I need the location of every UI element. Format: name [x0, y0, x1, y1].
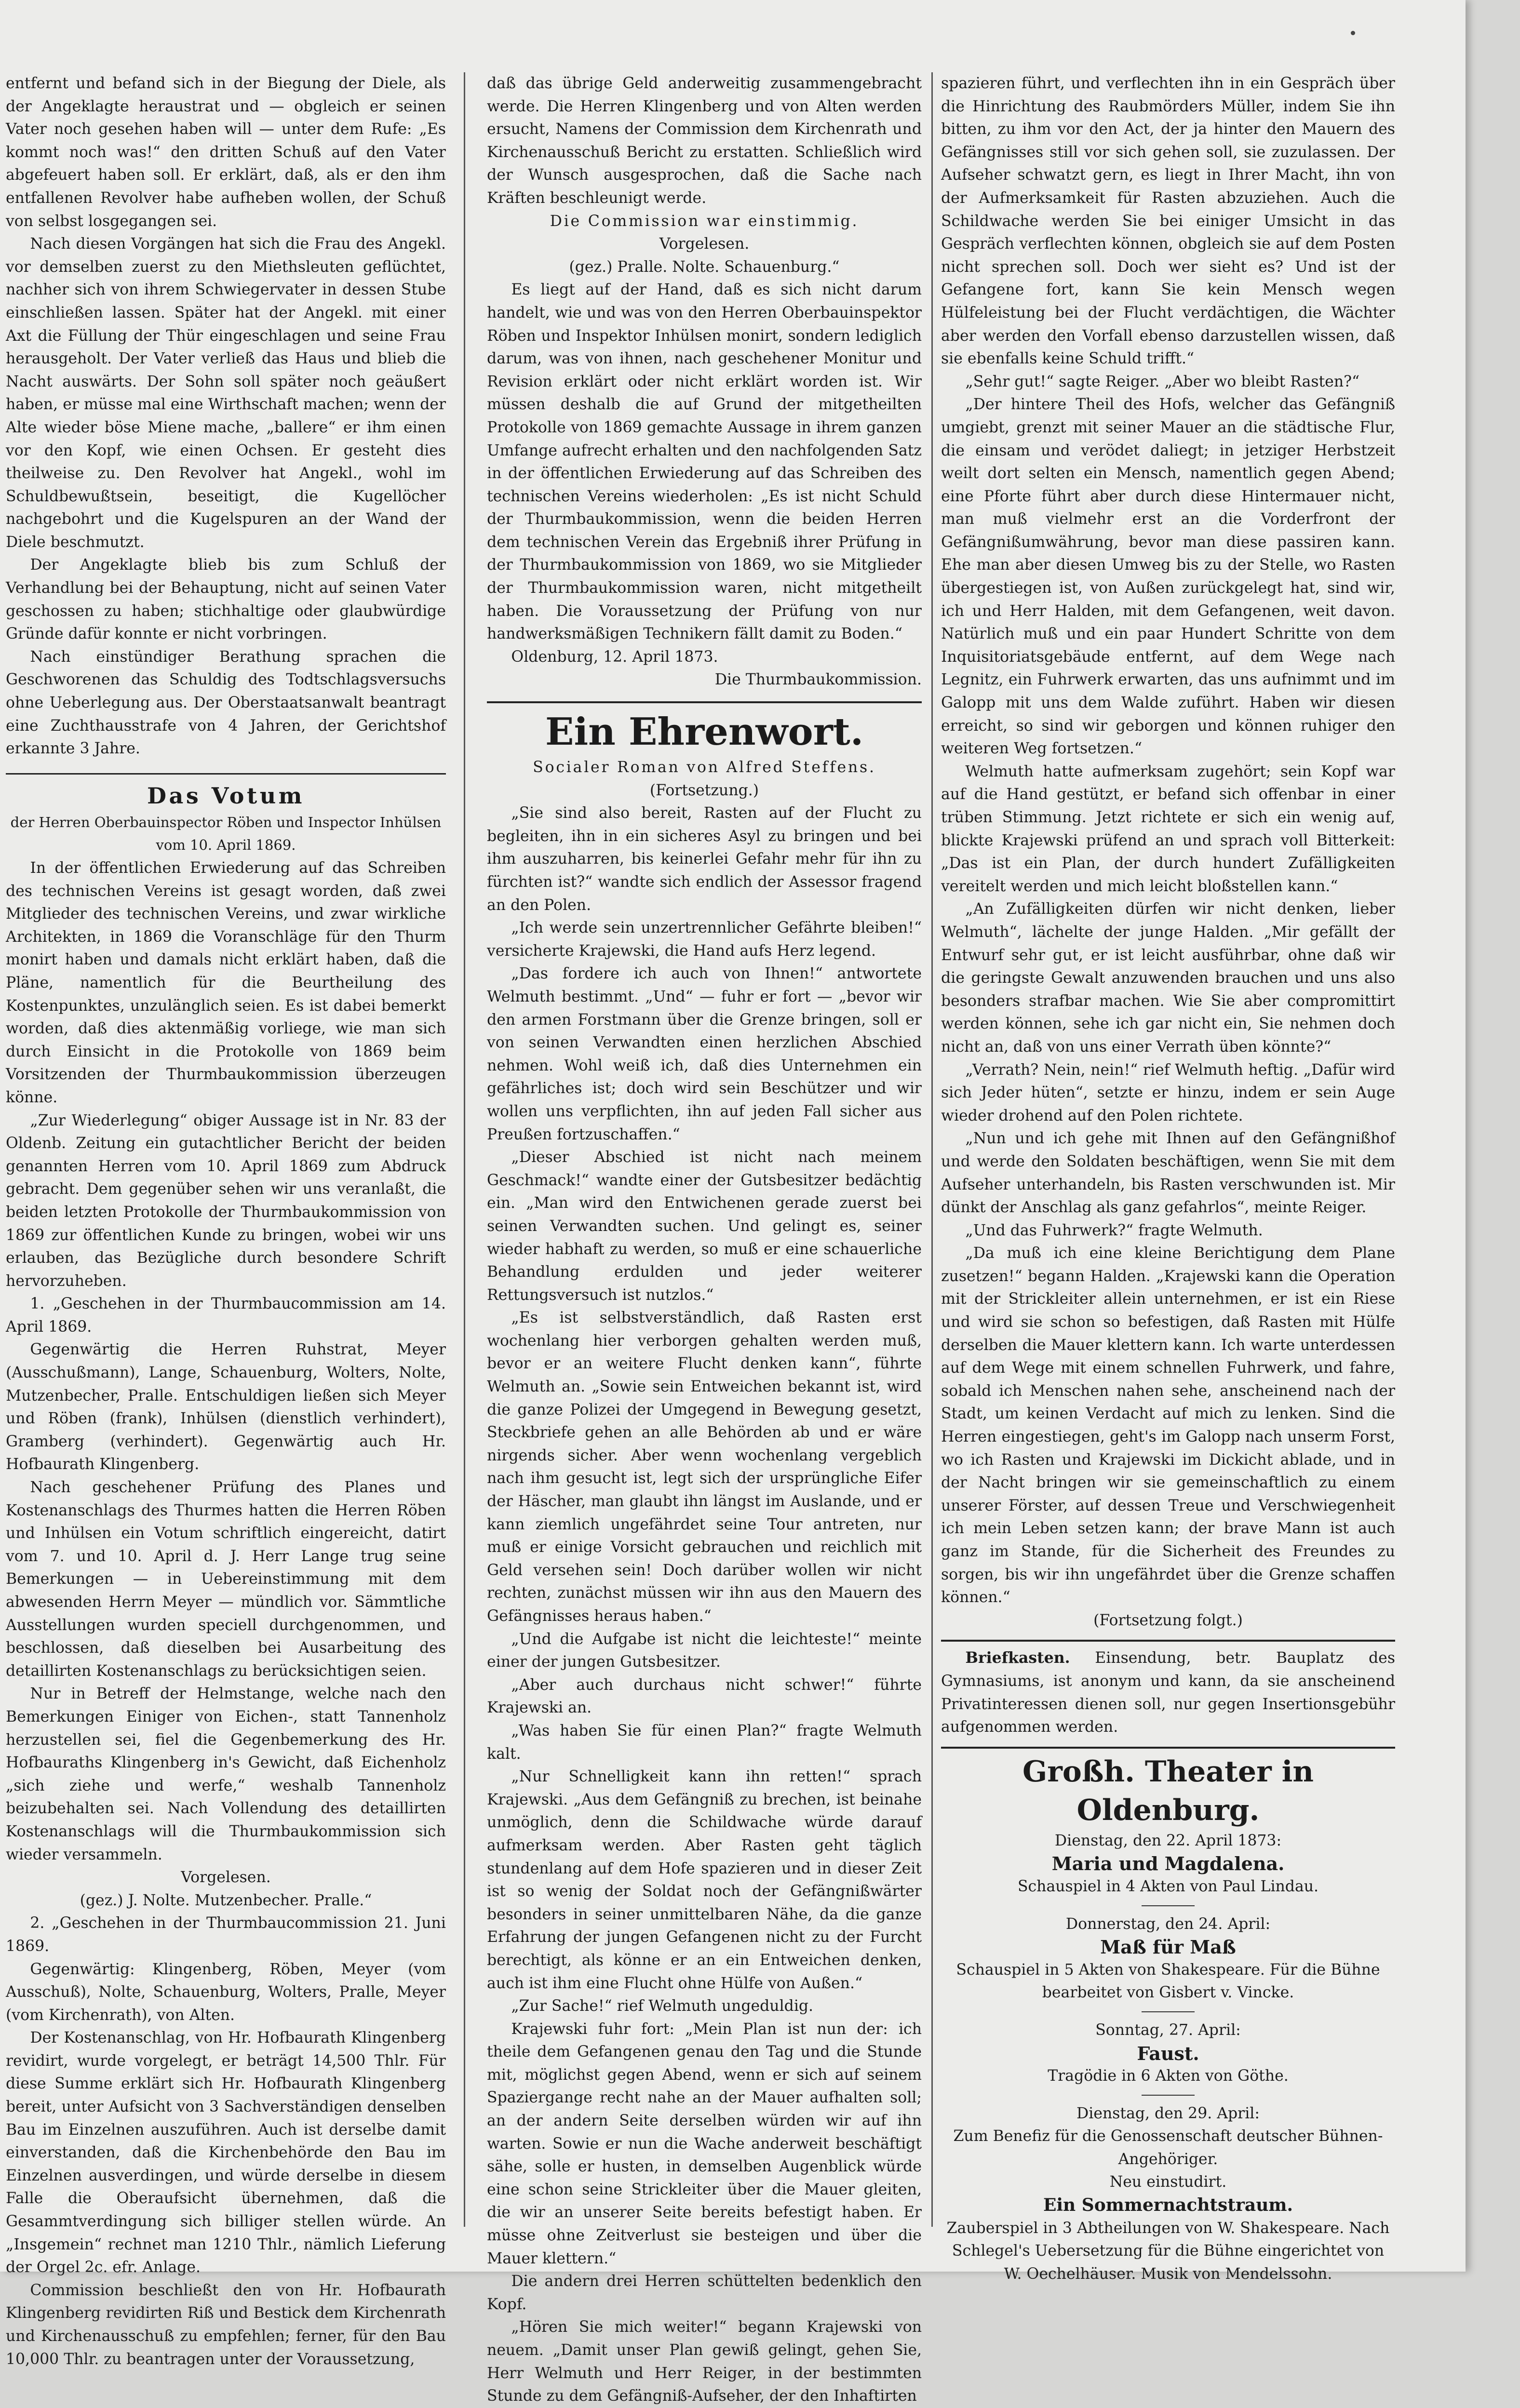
novel-paragraph: „Der hintere Theil des Hofs, welcher das Gefängniß umgiebt, grenzt mit seiner Mauer an die städtische Flur, die einsam und verödet daliegt; in jetziger Herbstzeit weilt dort selten ein Mensch, namentlich gegen Abend; eine Pforte führt aber durch diese Hintermauer nicht, man muß vielmehr erst an die Vorderfront der Gefängnißumwährung, bevor man diese passiren kann. Ehe man aber diesen Umweg bis zu der Stelle, wo Rasten übergestiegen ist, von Außen zurückgelegt hat, sind wir, ich und Herr Halden, mit dem Gefangenen, weit davon. Natürlich muß und ein paar Hundert Schritte von dem Inquisitoriatsgebäude entfernt, auf dem Wege nach Legnitz, ein Fuhrwerk erwarten, das uns aufnimmt und im Galopp mit uns dem Walde zuführt. Haben wir diesen erreicht, so sind wir geborgen und können ruhiger den weiteren Weg fortsetzen.“ — [941, 396, 1395, 758]
letterbox — [941, 1646, 1395, 1739]
event-date: Sonntag, 27. April: — [1095, 2021, 1241, 2039]
novel-paragraph: „Hören Sie mich weiter!“ begann Krajewski von neuem. „Damit unser Plan gewiß gelingt, gehen Sie, Herr Welmuth und Herr Reiger, in der bestimmten Stunde zu dem Gefängniß-Aufseher, der den Inhaftirten — [487, 2318, 922, 2405]
novel-paragraph: „Sie sind also bereit, Rasten auf der Flucht zu begleiten, ihn in ein sicheres Asyl zu bringen und bei ihm auszuharren, bis keinerlei Gefahr mehr für ihn zu fürchten ist?“ wandte sich endlich der Assessor fragend an den Polen. — [487, 804, 922, 914]
novel-paragraph: „Das fordere ich auch von Ihnen!“ antwortete Welmuth bestimmt. „Und“ — fuhr er fort — „bevor wir den armen Forstmann über die Grenze bringen, soll er von seinen Verwandten einen herzlichen Abschied nehmen. Wohl weiß ich, daß dies Unternehmen ein gefährliches ist; doch wird sein Beschützer und wir wollen uns verpflichten, ihn auf jeden Fall sicher aus Preußen fortzuschaffen.“ — [487, 965, 922, 1143]
theater-title: Großh. Theater in Oldenburg. — [1022, 1754, 1314, 1827]
votum-paragraph: Commission beschließt den von Hr. Hofbaurath Klingenberg revidirten Riß und Bestick dem Kirchenrath und Kirchenausschuß zu empfehlen; ferner, für den Bau 10,000 Thlr. zu beantragen unter der Voraussetzung, — [6, 2281, 446, 2368]
event-description: Zauberspiel in 3 Abtheilungen von W. Shakespeare. Nach Schlegel's Uebersetzung für die Bühne eingerichtet von W. Oechelhäuser. Musik von Mendelssohn. — [946, 2219, 1390, 2283]
votum-paragraph: Gegenwärtig: Klingenberg, Röben, Meyer (vom Ausschuß), Nolte, Schauenburg, Wolters, Pralle, Meyer (vom Kirchenrath), von Alten. — [6, 1960, 446, 2024]
letterbox-text: Einsendung, betr. Bauplatz des Gymnasiums, ist anonym und kann, da sie anscheinend Privatinteressen dienen soll, nur gegen Insertionsgebühr aufgenommen werden. — [941, 1649, 1395, 1736]
event-date: Dienstag, den 22. April 1873: — [1054, 1832, 1282, 1849]
article-paragraph: Es liegt auf der Hand, daß es sich nicht darum handelt, wie und was von den Herren Oberbauinspektor Röben und Inspektor Inhülsen monirt, sondern lediglich darum, was von ihnen, nach geschehener Monitur und Revision erklärt oder nicht erklärt worden ist. Wir müssen deshalb die auf Grund der mitgetheilten Protokolle von 1869 gemachte Aussage in ihrem ganzen Umfange aufrecht erhalten und den nachfolgenden Satz in der öffentlichen Erwiederung auf das Schreiben des technischen Vereins wiederholen: „Es ist nicht Schuld der Thurmbaukommission, wenn die beiden Herren dem technischen Verein das Ergebniß ihrer Prüfung in der Thurmbaukommission von 1869, wo sie Mitglieder der Thurmbaukommission waren, nicht mitgetheilt haben. Die Voraussetzung der Prüfung von nur handwerksmäßigen Technikern fällt damit zu Boden.“ — [487, 281, 922, 643]
novel-paragraph: „Zur Sache!“ rief Welmuth ungeduldig. — [511, 1997, 814, 2015]
event-revival-note: Neu einstudirt. — [1109, 2173, 1227, 2191]
article-paragraph: Der Angeklagte blieb bis zum Schluß der Verhandlung bei der Behauptung, nicht auf seinen Vater geschossen zu haben; stichhaltige oder glaubwürdige Gründe dafür konnte er nicht vorbringen. — [6, 556, 446, 643]
votum-paragraph: In der öffentlichen Erwiederung auf das Schreiben des technischen Vereins ist gesagt worden, daß zwei Mitglieder des technischen Vereins, und zwar wirkliche Architekten, in 1869 die Voranschläge für den Thurm monirt haben und damals nicht erklärt haben, daß die Pläne, namentlich für die Beurtheilung des Kostenpunktes, unzulänglich seien. Es ist dabei bemerkt worden, daß dies aktenmäßig vorliege, wie man sich durch Einsicht in die Protokolle von 1869 beim Vorsitzenden der Thurmbaukommission überzeugen könne. — [6, 859, 446, 1106]
novel-paragraph: Welmuth hatte aufmerksam zugehört; sein Kopf war auf die Hand gestützt, er befand sich offenbar in einer trüben Stimmung. Jetzt richtete er sich ein wenig auf, blickte Krajewski prüfend an und sprach voll Bitterkeit: „Das ist ein Plan, der durch hundert Zufälligkeiten vereitelt werden und mich leicht bloßstellen kann.“ — [941, 763, 1395, 895]
section-divider — [6, 773, 446, 775]
votum-paragraph: (gez.) J. Nolte. Mutzenbecher. Pralle.“ — [80, 1891, 372, 1909]
event-description: Schauspiel in 4 Akten von Paul Lindau. — [1017, 1877, 1319, 1895]
unanimous-line: Die Commission war einstimmig. — [550, 212, 859, 230]
section-divider — [487, 701, 922, 703]
event-title: Faust. — [1137, 2042, 1199, 2064]
novel-paragraph: „Nur Schnelligkeit kann ihn retten!“ sprach Krajewski. „Aus dem Gefängniß zu brechen, ist beinahe unmöglich, denn die Schildwache würde darauf aufmerksam werden. Aber Rasten geht täglich stundenlang auf dem Hofe spazieren und in dieser Zeit ist so wenig der Soldat noch der Gefängnißwärter besonders in seiner unmittelbaren Nähe, da die ganze Erfahrung der jungen Gefangenen nicht zu der Furcht berechtigt, als könne er an ein Entweichen denken, auch ist ihm eine Flucht ohne Hülfe von Außen.“ — [487, 1768, 922, 1992]
event-title: Maß für Maß — [1100, 1936, 1236, 1958]
novel-title: Ein Ehrenwort. — [545, 710, 863, 754]
article-paragraph: entfernt und befand sich in der Biegung der Diele, als der Angeklagte heraustrat und — obgleich er seinen Vater noch gesehen haben will — unter dem Rufe: „Es kommt noch was!“ den dritten Schuß auf den Vater abgefeuert haben soll. Er erklärt, daß, als er den ihm entfallenen Revolver habe aufheben wollen, der Schuß von selbst losgegangen sei. — [6, 75, 446, 230]
section-divider — [941, 1747, 1395, 1749]
section-divider — [941, 1640, 1395, 1642]
article-paragraph: Nach einstündiger Berathung sprachen die Geschworenen das Schuldig des Todtschlagsversuchs ohne Ueberlegung aus. Der Oberstaatsanwalt beantragt eine Zuchthausstrafe von 4 Jahren, der Gerichtshof erkannte 3 Jahre. — [6, 648, 446, 758]
event-divider — [1142, 2095, 1195, 2096]
event-date: Dienstag, den 29. April: — [1076, 2104, 1260, 2122]
novel-subtitle: Socialer Roman von Alfred Steffens. — [533, 759, 876, 776]
event-description: Tragödie in 6 Akten von Göthe. — [1048, 2067, 1289, 2085]
event-date: Donnerstag, den 24. April: — [1065, 1915, 1271, 1933]
novel-paragraph: „Verrath? Nein, nein!“ rief Welmuth heftig. „Dafür wird sich Jeder hüten“, setzte er hinzu, indem er sein Auge wieder drohend auf den Polen richtete. — [941, 1061, 1395, 1124]
votum-paragraph: Nach geschehener Prüfung des Planes und Kostenanschlags des Thurmes hatten die Herren Röben und Inhülsen ein Votum schriftlich eingereicht, datirt vom 7. und 10. April d. J. Herr Lange trug seine Bemerkungen — in Uebereinstimmung mit dem abwesenden Herrn Meyer — mündlich vor. Sämmtliche Ausstellungen wurden speciell durchgenommen, und beschlossen, daß dieselben bei Ausarbeitung des detaillirten Kostenanschlags zu berücksichtigen seien. — [6, 1479, 446, 1680]
commission-signature: Die Thurmbaukommission. — [714, 671, 922, 689]
event-benefit-note: Zum Benefiz für die Genossenschaft deutscher Bühnen-Angehöriger. — [953, 2127, 1383, 2168]
article-paragraph: Nach diesen Vorgängen hat sich die Frau des Angekl. vor demselben zuerst zu den Miethsleuten geflüchtet, nachher sich von ihrem Schwiegervater in dessen Stube einschließen lassen. Später hat der Angekl. mit einer Axt die Füllung der Thür eingeschlagen und seine Frau herausgeholt. Der Vater verließ das Haus und blieb die Nacht auswärts. Der Sohn soll später noch geäußert haben, er müsse mal eine Wirthschaft machen; wenn der Alte wieder böse Miene mache, „ballere“ er ihm einen vor den Kopf, wie einen Ochsen. Er gesteht dies theilweise zu. Den Revolver hat Angekl., wohl im Schuldbewußtsein, beseitigt, die Kugellöcher nachgebohrt und die Kugelspuren an der Wand der Diele beschmutzt. — [6, 235, 446, 551]
votum-paragraph: Der Kostenanschlag, von Hr. Hofbaurath Klingenberg revidirt, wurde vorgelegt, er beträgt 14,500 Thlr. Für diese Summe erklärt sich Hr. Hofbaurath Klingenberg bereit, unter Aufsicht von 3 Sachverständigen denselben Bau im Einzelnen auszuführen. Auch ist derselbe damit einverstanden, daß die Kirchenbehörde den Bau im Einzelnen ausverdingen, und würde derselbe in diesem Falle die Oberaufsicht übernehmen, daß die Gesammtverdingung sich billiger stellen würde. An „Insgemein“ rechnet man 1210 Thlr., nämlich Lieferung der Orgel 2c. efr. Anlage. — [6, 2029, 446, 2276]
event-description: Schauspiel in 5 Akten von Shakespeare. Für die Bühne bearbeitet von Gisbert v. Vincke. — [956, 1961, 1380, 2002]
novel-paragraph: „Aber auch durchaus nicht schwer!“ führte Krajewski an. — [487, 1676, 922, 1717]
column-3 — [941, 72, 1395, 2286]
novel-paragraph: „Dieser Abschied ist nicht nach meinem Geschmack!“ wandte einer der Gutsbesitzer bedächtig ein. „Man wird den Entwichenen gerade zuerst bei seinen Verwandten suchen. Und gelingt es, seiner wieder habhaft zu werden, so muß er eine schauerliche Behandlung erdulden und jeder weiterer Rettungsversuch ist nutzlos.“ — [487, 1149, 922, 1304]
novel-paragraph: „Was haben Sie für einen Plan?“ fragte Welmuth kalt. — [487, 1722, 922, 1763]
signatures-line: (gez.) Pralle. Nolte. Schauenburg.“ — [569, 258, 840, 276]
column-1 — [6, 72, 446, 2371]
novel-paragraph: Krajewski fuhr fort: „Mein Plan ist nun der: ich theile dem Gefangenen genau den Tag und die Stunde mit, möglichst gegen Abend, wenn er sich auf seinem Spaziergange recht nahe an der Mauer aufhalten soll; an der andern Seite derselben würden wir auf ihn warten. Sowie er nun die Wache anderweit beschäftigt sähe, solle er husten, in demselben Augenblick würde eine schon seine Strickleiter über die Mauer gleiten, die wir an unserer Seite bereits befestigt haben. Er müsse ohne Zeitverlust sie besteigen und über die Mauer klettern.“ — [487, 2020, 922, 2267]
votum-paragraph: Nur in Betreff der Helmstange, welche nach den Bemerkungen Einiger von Eichen-, statt Tannenholz herzustellen sei, fiel die Gegenbemerkung des Hr. Hofbauraths Klingenberg in's Gewicht, daß Eichenholz „sich ziehe und werfe,“ weshalb Tannenholz beizubehalten sei. Nach Vollendung des detaillirten Kostenanschlags will die Thurmbaukommission sich wieder versammeln. — [6, 1685, 446, 1863]
novel-paragraph: „Und das Fuhrwerk?“ fragte Welmuth. — [965, 1221, 1263, 1239]
column-2 — [487, 72, 922, 2408]
novel-paragraph: spazieren führt, und verflechten ihn in ein Gespräch über die Hinrichtung des Raubmörders Müller, indem Sie ihn bitten, zu ihm vor den Act, der ja hinter den Mauern des Gefängnisses still vor sich gehen soll, sie zuzulassen. Der Aufseher schwatzt gern, es liegt in Ihrer Macht, ihn von der Aufmerksamkeit für Rasten abzuziehen. Auch die Schildwache werden Sie bei einiger Umsicht in das Gespräch verflechten können, obgleich sie auf dem Posten nicht sprechen soll. Doch wer sieht es? Und ist der Gefangene fort, kann Sie kein Mensch wegen Hülfeleistung bei der Flucht verdächtigen, die Wächter aber werden den Vorfall ebenso darzustellen wissen, daß sie ebenfalls keine Schuld trifft.“ — [941, 75, 1395, 368]
novel-paragraph: Die andern drei Herren schüttelten bedenklich den Kopf. — [487, 2273, 922, 2313]
margin-mark — [1351, 31, 1355, 35]
read-aloud-line: Vorgelesen. — [659, 235, 750, 253]
column-separator — [464, 72, 465, 2227]
votum-paragraph: „Zur Wiederlegung“ obiger Aussage ist in Nr. 83 der Oldenb. Zeitung ein gutachtlicher Bericht der beiden genannten Herren vom 10. April 1869 zum Abdruck gebracht. Dem gegenüber sehen wir uns veranlaßt, die beiden letzten Protokolle der Thurmbaukommission von 1869 zur öffentlichen Kunde zu bringen, wobei wir uns erlauben, das Bezügliche durch besondere Schrift hervorzuheben. — [6, 1111, 446, 1290]
novel-paragraph: „An Zufälligkeiten dürfen wir nicht denken, lieber Welmuth“, lächelte der junge Halden. „Mir gefällt der Entwurf sehr gut, er ist leicht ausführbar, ohne daß wir die geringste Gewalt anzuwenden brauchen und uns also besonders strafbar machen. Wie Sie aber compromittirt werden können, sehe ich gar nicht ein, Sie nehmen doch nicht an, daß von uns einer Verrath üben könnte?“ — [941, 900, 1395, 1056]
dateline: Oldenburg, 12. April 1873. — [511, 648, 718, 666]
votum-paragraph: Gegenwärtig die Herren Ruhstrat, Meyer (Ausschußmann), Lange, Schauenburg, Wolters, Nolte, Mutzenbecher, Pralle. Entschuldigen ließen sich Meyer und Röben (frank), Inhülsen (dienstlich verhindert), Gramberg (verhindert). Gegenwärtig auch Hr. Hofbaurath Klingenberg. — [6, 1341, 446, 1473]
votum-paragraph: 2. „Geschehen in der Thurmbaucommission 21. Juni 1869. — [6, 1914, 446, 1955]
letterbox-label: Briefkasten. — [965, 1649, 1070, 1667]
votum-title: Das Votum — [147, 782, 305, 809]
novel-paragraph: „Sehr gut!“ sagte Reiger. „Aber wo bleibt Rasten?“ — [965, 373, 1360, 390]
votum-paragraph: Vorgelesen. — [181, 1869, 271, 1886]
article-paragraph: daß das übrige Geld anderweitig zusammengebracht werde. Die Herren Klingenberg und von Alten werden ersucht, Namens der Commission dem Kirchenrath und Kirchenausschuß Bericht zu erstatten. Schließlich wird der Wunsch ausgesprochen, daß die Sache nach Kräften beschleunigt werde. — [487, 75, 922, 207]
novel-paragraph: „Nun und ich gehe mit Ihnen auf den Gefängnißhof und werde den Soldaten beschäftigen, wenn Sie mit dem Aufseher unterhandeln, bis Rasten verschwunden ist. Mir dünkt der Anschlag als ganz gefahrlos“, meinte Reiger. — [941, 1130, 1395, 1217]
continuation-note: (Fortsetzung.) — [649, 781, 759, 799]
votum-subtitle: der Herren Oberbauinspector Röben und Inspector Inhülsen vom 10. April 1869. — [10, 814, 442, 854]
novel-paragraph: „Und die Aufgabe ist nicht die leichteste!“ meinte einer der jungen Gutsbesitzer. — [487, 1630, 922, 1671]
votum-paragraph: 1. „Geschehen in der Thurmbaucommission am 14. April 1869. — [6, 1295, 446, 1336]
novel-paragraph: „Da muß ich eine kleine Berichtigung dem Plane zusetzen!“ begann Halden. „Krajewski kann die Operation mit der Strickleiter allein unternehmen, er ist ein Riese und wird sie schon so befestigen, daß Rasten mit Hülfe derselben die Mauer klettern kann. Ich warte unterdessen auf dem Wege mit einem schnellen Fuhrwerk, und fahre, sobald ich Menschen nahen sehe, anscheinend nach der Stadt, um keinen Verdacht auf mich zu lenken. Sind die Herren eingestiegen, geht's im Galopp nach unserm Forst, wo ich Rasten und Krajewski im Dickicht ablade, und in der Nacht bringen wir sie gemeinschaftlich zu einem unserer Förster, auf dessen Treue und Verschwiegenheit ich mein Leben setzen kann; der brave Mann ist auch ganz im Stande, für die Sicherheit des Freundes zu sorgen, bis wir ihn ungefährdet über die Grenze schaffen können.“ — [941, 1244, 1395, 1606]
continuation-note: (Fortsetzung folgt.) — [1093, 1611, 1243, 1629]
novel-paragraph: „Es ist selbstverständlich, daß Rasten erst wochenlang hier verborgen gehalten werden muß, bevor er an weitere Flucht denken kann“, führte Welmuth an. „Sowie sein Entweichen bekannt ist, wird die ganze Polizei der Umgegend in Bewegung gesetzt, Steckbriefe gehen an alle Behörden ab und er wäre nirgends sicher. Aber wenn wochenlang vergeblich nach ihm gesucht ist, legt sich der ursprüngliche Eifer der Häscher, man glaubt ihn längst im Auslande, und er kann ziemlich ungefährdet seine Tour antreten, nur muß er einige Vorsicht gebrauchen und reichlich mit Geld versehen sein! Doch darüber wollen wir nicht rechten, zunächst müssen wir ihn aus den Mauern des Gefängnisses heraus haben.“ — [487, 1309, 922, 1625]
novel-paragraph: „Ich werde sein unzertrennlicher Gefährte bleiben!“ versicherte Krajewski, die Hand aufs Herz legend. — [487, 919, 922, 960]
column-separator — [931, 72, 933, 2227]
event-divider — [1142, 1905, 1195, 1906]
event-title: Ein Sommernachtstraum. — [1043, 2195, 1293, 2216]
event-divider — [1142, 2011, 1195, 2012]
event-title: Maria und Magdalena. — [1051, 1853, 1285, 1875]
